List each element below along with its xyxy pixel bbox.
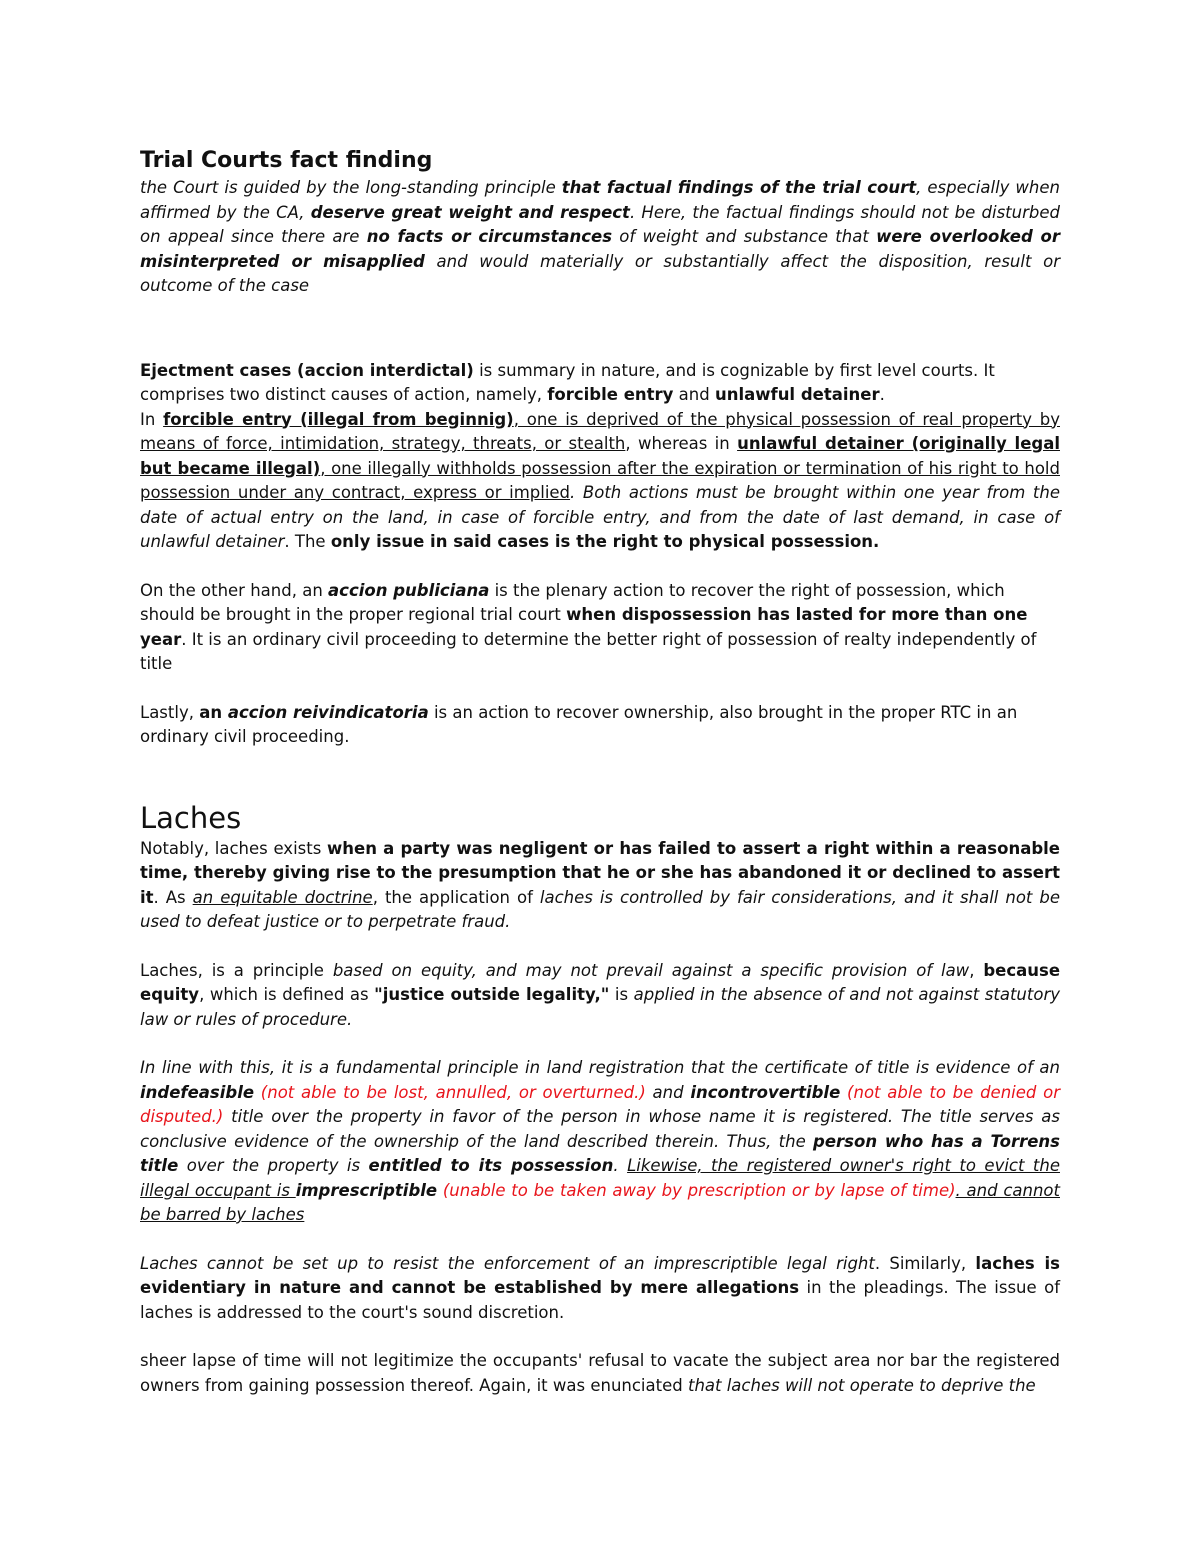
paragraph-forcible-entry: In forcible entry (illegal from beginnig), one is deprived of the physical possession of real property by means of force, intimidation, strategy, threats, or stealth, whereas in unlawful detainer (originally legal but became illegal), one illegally withholds possession after the expiration or termination of his right to hold possession under any contract, express or implied. Both actions must be brought within one year from the date of actual entry on the land, in case of forcible entry, and from the date of last demand, in case of unlawful detainer. The only issue in said cases is the right to physical possession. (140, 409, 1061, 551)
paragraph-accion-publiciana: On the other hand, an accion publiciana is the plenary action to recover the right of possession, which should be brought in the proper regional trial court when dispossession has lasted for more than one year. It is an ordinary civil proceeding to determine the better right of possession of realty independently of title (140, 580, 1037, 673)
paragraph-laches-evidentiary: Laches cannot be set up to resist the enforcement of an imprescriptible legal right. Similarly, laches is evidentiary in nature and cannot be established by mere allegations in the pleadings. The issue of laches is addressed to the court's sound discretion. (140, 1253, 1060, 1322)
spacer (140, 1228, 1060, 1252)
spacer (140, 299, 1060, 359)
paragraph-laches-equity: Laches, is a principle based on equity, and may not prevail against a specific provision of law, because equity, which is defined as "justice outside legality," is applied in the absence of and not against statutory law or rules of procedure. (140, 960, 1061, 1029)
heading-laches: Laches (140, 800, 242, 835)
paragraph-laches-definition: Notably, laches exists when a party was negligent or has failed to assert a right within a reasonable time, thereby giving rise to the presumption that he or she has abandoned it or declined to assert it. As an equitable doctrine, the application of laches is controlled by fair considerations, and it shall not be used to defeat justice or to perpetrate fraud. (140, 838, 1060, 931)
paragraph-lapse-of-time: sheer lapse of time will not legitimize the occupants' refusal to vacate the subject area nor bar the registered owners from gaining possession thereof. Again, it was enunciated that laches will not operate to deprive the (140, 1351, 1060, 1395)
heading-trial-courts: Trial Courts fact finding (140, 148, 433, 173)
paragraph-accion-reivindicatoria: Lastly, an accion reivindicatoria is an action to recover ownership, also brought in the proper RTC in an ordinary civil proceeding. (140, 702, 1018, 746)
spacer (140, 1032, 1060, 1056)
paragraph-ejectment: Ejectment cases (accion interdictal) is summary in nature, and is cognizable by first level courts. It comprises two distinct causes of action, namely, forcible entry and unlawful detainer. (140, 360, 995, 404)
spacer (140, 555, 1060, 579)
spacer (140, 750, 1060, 799)
document-body (140, 140, 1060, 1398)
spacer (140, 935, 1060, 959)
spacer (140, 1325, 1060, 1349)
paragraph-torrens-title: In line with this, it is a fundamental principle in land registration that the certificate of title is evidence of an indefeasible (not able to be lost, annulled, or overturned.) and incontrovertible (not able to be denied or disputed.) title over the property in favor of the person in whose name it is registered. The title serves as conclusive evidence of the ownership of the land described therein. Thus, the person who has a Torrens title over the property is entitled to its possession. Likewise, the registered owner's right to evict the illegal occupant is imprescriptible (unable to be taken away by prescription or by lapse of time). and cannot be barred by laches (140, 1058, 1060, 1224)
paragraph-trial-courts: the Court is guided by the long-standing principle that factual findings of the trial court, especially when affirmed by the CA, deserve great weight and respect. Here, the factual findings should not be disturbed on appeal since there are no facts or circumstances of weight and substance that were overlooked or misinterpreted or misapplied and would materially or substantially affect the disposition, result or outcome of the case (140, 178, 1060, 295)
spacer (140, 677, 1060, 701)
